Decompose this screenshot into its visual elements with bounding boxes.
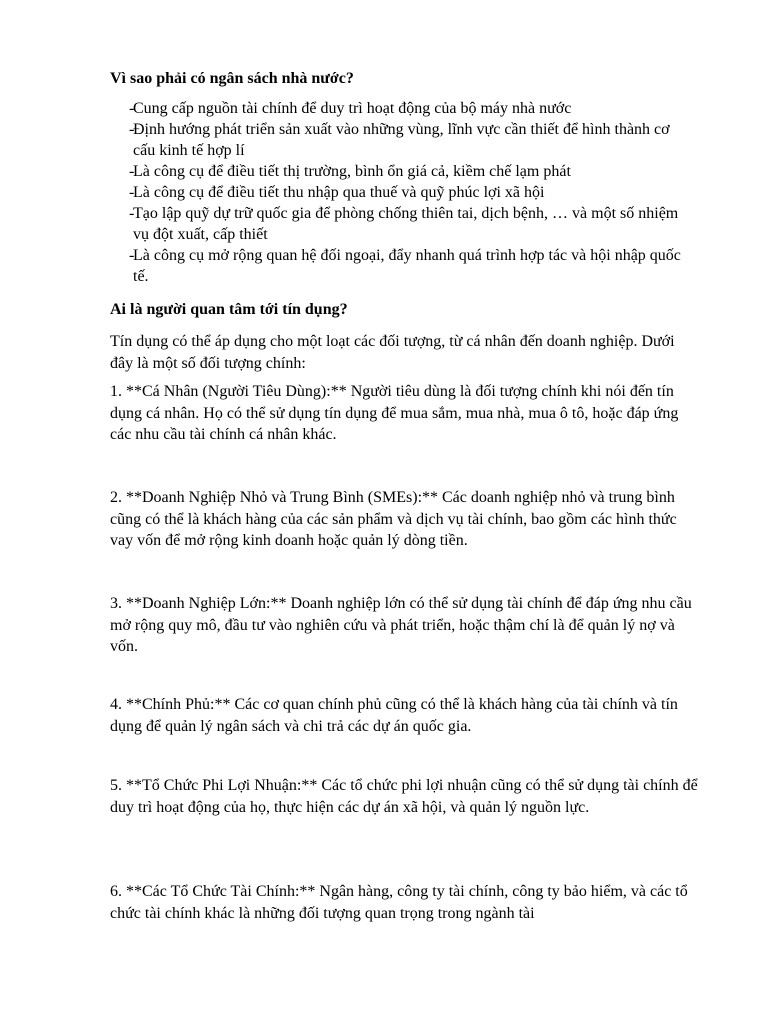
section-heading-budget: Vì sao phải có ngân sách nhà nước? [110, 70, 354, 87]
list-item-text: Là công cụ để điều tiết thu nhập qua thuế và quỹ phúc lợi xã hội [133, 184, 545, 201]
budget-reasons-list [110, 98, 690, 287]
bullet-dash: - [129, 100, 135, 117]
list-item-text: Tạo lập quỹ dự trữ quốc gia để phòng chống thiên tai, dịch bệnh, … và một số nhiệm vụ đột xuất, cấp thiết [133, 205, 679, 243]
credit-item-smes: 2. **Doanh Nghiệp Nhỏ và Trung Bình (SMEs):** Các doanh nghiệp nhỏ và trung bình cũng có thể là khách hàng của các sản phẩm và dịch vụ tài chính, bao gồm các hình thức vay vốn để mở rộng kinh doanh hoặc quản lý dòng tiền. [110, 489, 677, 549]
list-item-text: Là công cụ để điều tiết thị trường, bình ổn giá cả, kiềm chế lạm phát [133, 163, 571, 180]
list-item-text: Định hướng phát triển sản xuất vào những vùng, lĩnh vực cần thiết để hình thành cơ cấu kinh tế hợp lí [133, 121, 670, 159]
list-item-text: Là công cụ mở rộng quan hệ đối ngoại, đẩy nhanh quá trình hợp tác và hội nhập quốc tế. [133, 247, 681, 285]
list-item [110, 119, 690, 161]
list-item [110, 98, 690, 119]
credit-item-financial-institutions: 6. **Các Tổ Chức Tài Chính:** Ngân hàng, công ty tài chính, công ty bảo hiểm, và các tổ chức tài chính khác là những đối tượng quan trọng trong ngành tài [110, 883, 688, 922]
credit-item-large-enterprise: 3. **Doanh Nghiệp Lớn:** Doanh nghiệp lớn có thể sử dụng tài chính để đáp ứng nhu cầu mở rộng quy mô, đầu tư vào nghiên cứu và phát triển, hoặc thậm chí là để quản lý nợ và vốn. [110, 595, 692, 655]
bullet-dash: - [129, 121, 135, 138]
list-item [110, 245, 690, 287]
bullet-dash: - [129, 205, 135, 222]
section-heading-credit: Ai là người quan tâm tới tín dụng? [110, 301, 348, 318]
list-item-text: Cung cấp nguồn tài chính để duy trì hoạt động của bộ máy nhà nước [133, 100, 572, 117]
bullet-dash: - [129, 247, 135, 264]
bullet-dash: - [129, 184, 135, 201]
list-item [110, 182, 690, 203]
list-item [110, 161, 690, 182]
list-item [110, 203, 690, 245]
credit-intro-paragraph: Tín dụng có thể áp dụng cho một loạt các đối tượng, từ cá nhân đến doanh nghiệp. Dưới đây là một số đối tượng chính: [110, 333, 675, 372]
credit-item-nonprofit: 5. **Tổ Chức Phi Lợi Nhuận:** Các tổ chức phi lợi nhuận cũng có thể sử dụng tài chính để duy trì hoạt động của họ, thực hiện các dự án xã hội, và quản lý nguồn lực. [110, 777, 698, 816]
credit-item-individual: 1. **Cá Nhân (Người Tiêu Dùng):** Người tiêu dùng là đối tượng chính khi nói đến tín dụng cá nhân. Họ có thể sử dụng tín dụng để mua sắm, mua nhà, mua ô tô, hoặc đáp ứng các nhu cầu tài chính cá nhân khác. [110, 383, 679, 443]
credit-item-government: 4. **Chính Phủ:** Các cơ quan chính phủ cũng có thể là khách hàng của tài chính và tín dụng để quản lý ngân sách và chi trả các dự án quốc gia. [110, 696, 678, 735]
bullet-dash: - [129, 163, 135, 180]
